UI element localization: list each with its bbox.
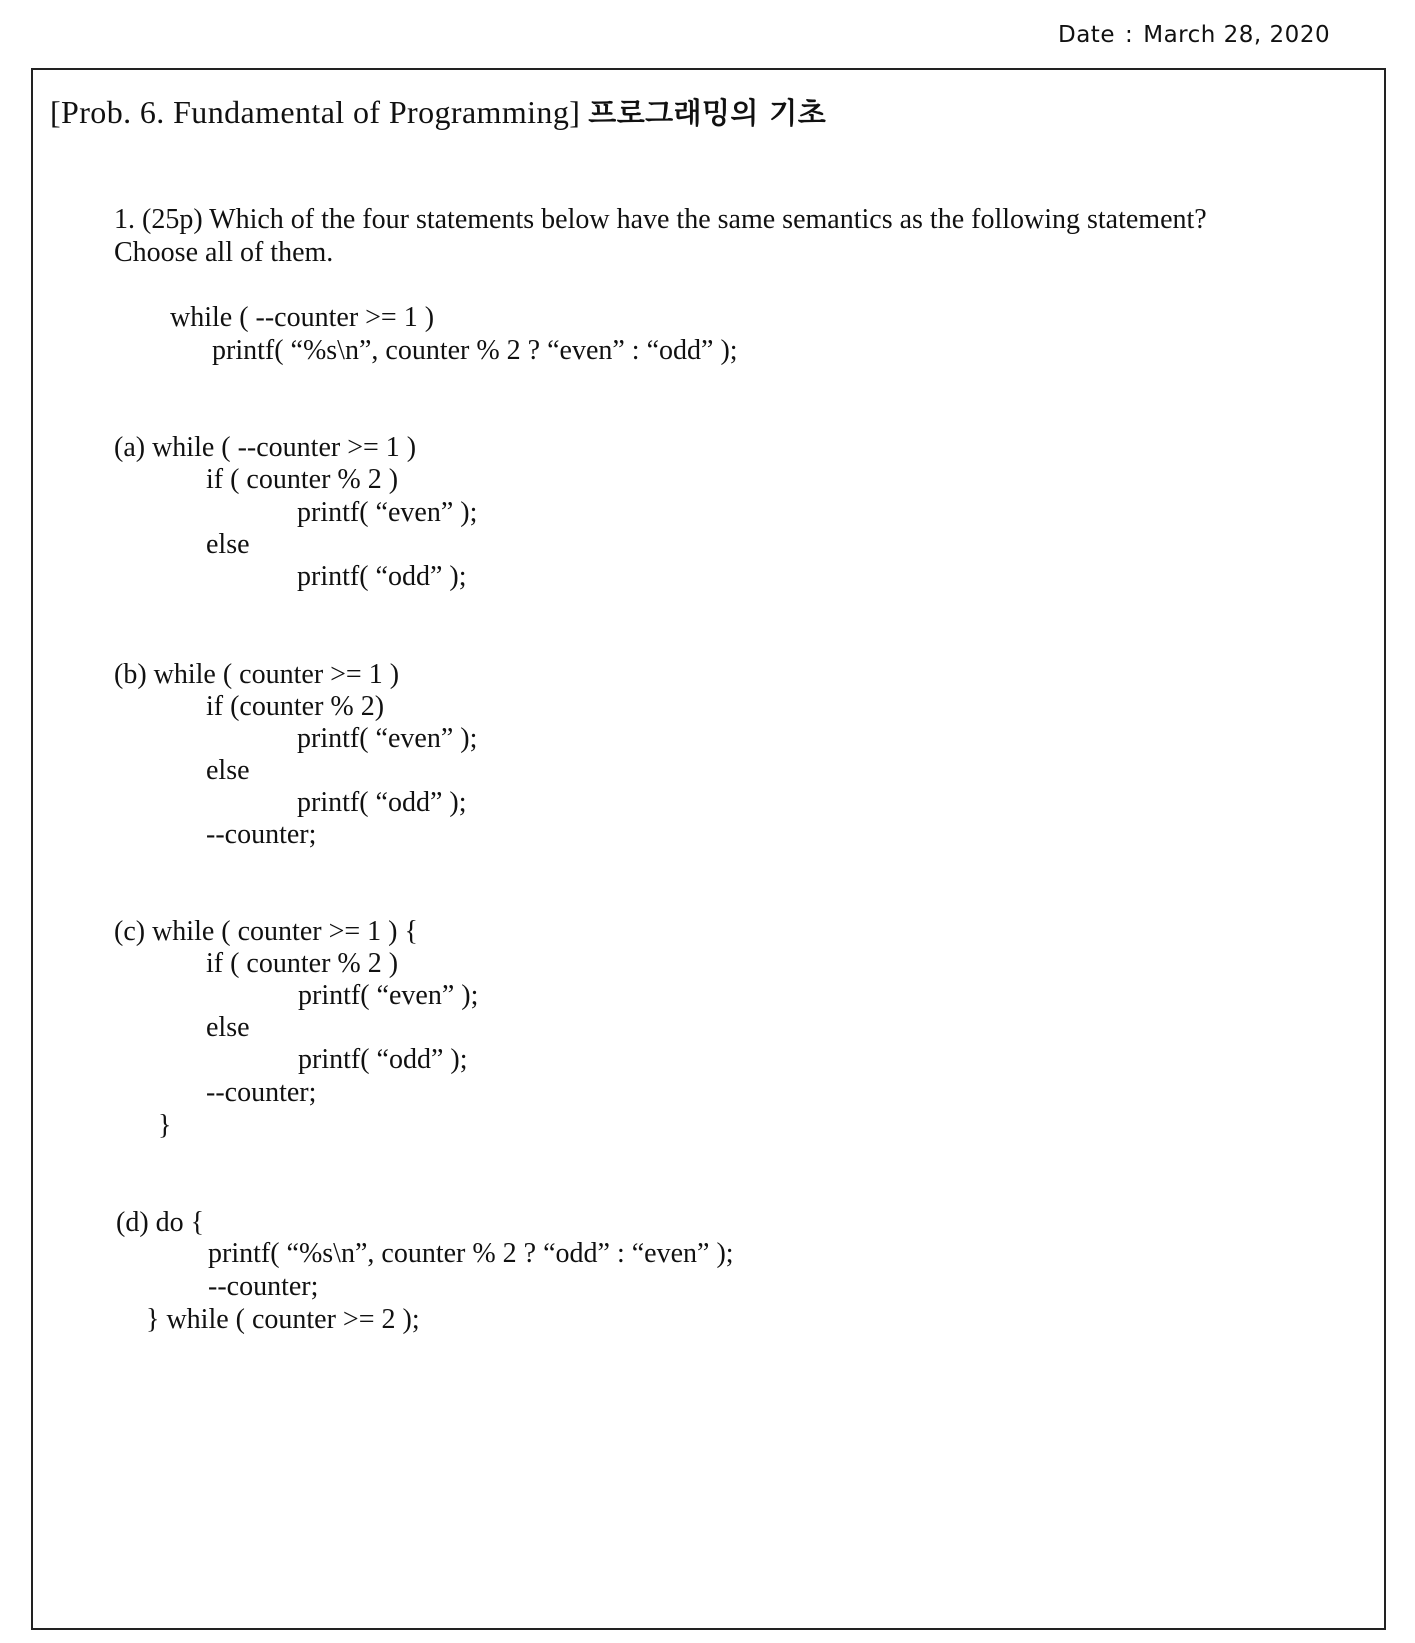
date-value: March 28, 2020 bbox=[1143, 22, 1331, 48]
option-c-line-3: printf( “even” ); bbox=[298, 980, 479, 1011]
problem-title-ko: 프로그래밍의 기초 bbox=[588, 96, 827, 130]
option-a-line-3: printf( “even” ); bbox=[297, 497, 478, 528]
option-d-line-3: --counter; bbox=[208, 1271, 319, 1302]
option-b-line-5: printf( “odd” ); bbox=[297, 787, 467, 818]
option-a-line-1: (a) while ( --counter >= 1 ) bbox=[114, 432, 417, 463]
option-d-line-1: (d) do { bbox=[116, 1207, 205, 1238]
option-c-line-5: printf( “odd” ); bbox=[298, 1044, 468, 1075]
given-code-line-2: printf( “%s\n”, counter % 2 ? “even” : “odd” ); bbox=[212, 335, 738, 366]
date-label: Date bbox=[1058, 22, 1115, 48]
problem-title bbox=[50, 91, 826, 132]
option-a-line-4: else bbox=[206, 529, 250, 560]
question-line-1: 1. (25p) Which of the four statements below have the same semantics as the following statement? bbox=[114, 204, 1207, 235]
option-b-line-2: if (counter % 2) bbox=[206, 691, 385, 722]
option-a-line-5: printf( “odd” ); bbox=[297, 561, 467, 592]
option-c-line-7: } bbox=[158, 1110, 172, 1141]
option-a-line-2: if ( counter % 2 ) bbox=[206, 464, 399, 495]
option-c-line-2: if ( counter % 2 ) bbox=[206, 948, 399, 979]
option-b-line-1: (b) while ( counter >= 1 ) bbox=[114, 659, 400, 690]
option-b-line-6: --counter; bbox=[206, 819, 317, 850]
given-code-line-1: while ( --counter >= 1 ) bbox=[170, 302, 435, 333]
option-d-line-4: } while ( counter >= 2 ); bbox=[146, 1304, 420, 1335]
date-separator: : bbox=[1124, 22, 1134, 48]
problem-title-en: [Prob. 6. Fundamental of Programming] bbox=[50, 94, 581, 130]
option-c-line-4: else bbox=[206, 1012, 250, 1043]
question-line-2: Choose all of them. bbox=[114, 237, 334, 268]
option-b-line-3: printf( “even” ); bbox=[297, 723, 478, 754]
option-c-line-6: --counter; bbox=[206, 1077, 317, 1108]
option-b-line-4: else bbox=[206, 755, 250, 786]
option-d-line-2: printf( “%s\n”, counter % 2 ? “odd” : “even” ); bbox=[208, 1238, 734, 1269]
date-line bbox=[1058, 22, 1330, 48]
option-c-line-1: (c) while ( counter >= 1 ) { bbox=[114, 916, 418, 947]
